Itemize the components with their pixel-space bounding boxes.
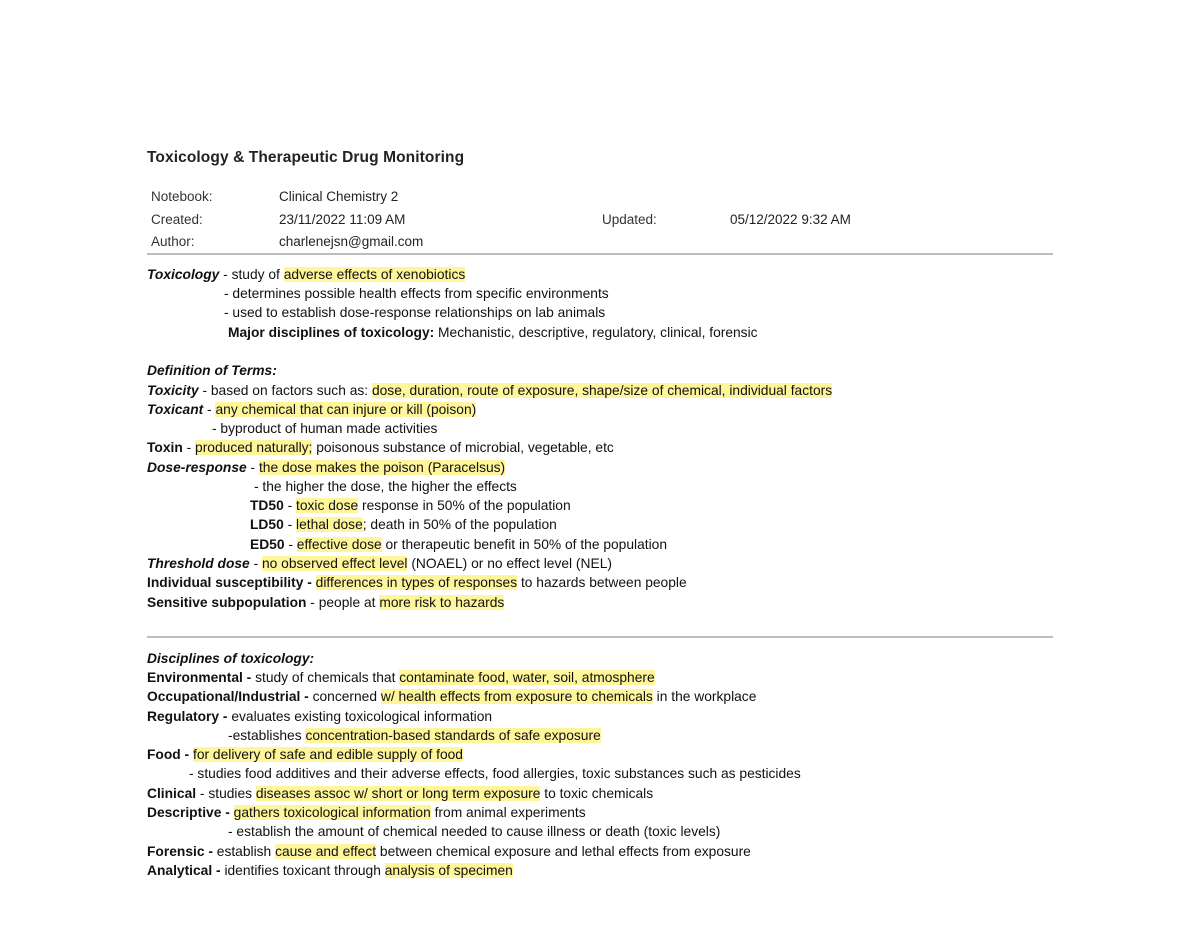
text: - study of: [219, 267, 284, 282]
highlight: the dose makes the poison (Paracelsus): [258, 460, 506, 475]
text-2: poisonous substance of microbial, vegetable, etc: [312, 440, 614, 455]
toxicology-line-3: - used to establish dose-response relationships on lab animals: [224, 305, 606, 320]
major-disciplines-label: Major disciplines of toxicology:: [228, 325, 435, 340]
food-line-2: - studies food additives and their adverse effects, food allergies, toxic substances such as pesticides: [189, 766, 801, 781]
toxicant-line-2: - byproduct of human made activities: [212, 421, 438, 436]
text: - studies: [196, 786, 256, 801]
term: Dose-response: [147, 460, 247, 475]
toxicology-line-2: - determines possible health effects from specific environments: [224, 286, 609, 301]
food-line: [147, 746, 463, 764]
highlight: lethal dose: [296, 517, 363, 532]
highlight: for delivery of safe and edible supply of food: [192, 747, 463, 762]
toxicity-line: [147, 382, 832, 400]
definition-heading: Definition of Terms:: [147, 363, 277, 378]
created-value: 23/11/2022 11:09 AM: [279, 212, 406, 227]
highlight: diseases assoc w/ short or long term exposure: [255, 786, 541, 801]
term: Toxin: [147, 440, 183, 455]
analytical-line: [147, 862, 513, 880]
text: concerned: [308, 689, 381, 704]
text: establish: [212, 844, 276, 859]
toxicant-line: [147, 401, 476, 419]
text: -: [203, 402, 216, 417]
term: Analytical -: [147, 863, 221, 878]
term: Regulatory -: [147, 709, 228, 724]
created-label: Created:: [151, 212, 203, 227]
term: Threshold dose: [147, 556, 250, 571]
text-2: from animal experiments: [430, 805, 586, 820]
term: Sensitive subpopulation: [147, 595, 307, 610]
term: Forensic -: [147, 844, 213, 859]
environmental-line: [147, 669, 655, 687]
highlight: concentration-based standards of safe exposure: [305, 728, 601, 743]
text: -: [284, 537, 297, 552]
regulatory-line-2: [228, 727, 601, 745]
text: -establishes: [228, 728, 306, 743]
text-2: response in 50% of the population: [358, 498, 571, 513]
individual-susceptibility-line: [147, 574, 687, 592]
text: -: [283, 498, 297, 513]
disciplines-heading: Disciplines of toxicology:: [147, 651, 315, 666]
text-2: to hazards between people: [517, 575, 687, 590]
author-value: charlenejsn@gmail.com: [279, 234, 424, 249]
toxicology-line: [147, 266, 465, 284]
regulatory-line: [147, 708, 492, 726]
highlight: adverse effects of xenobiotics: [283, 267, 466, 282]
ld50-line: [250, 516, 557, 534]
author-label: Author:: [151, 234, 195, 249]
highlight: contaminate food, water, soil, atmosphere: [399, 670, 655, 685]
td50-line: [250, 497, 571, 515]
updated-value: 05/12/2022 9:32 AM: [730, 212, 851, 227]
dose-response-line: [147, 459, 505, 477]
notebook-label: Notebook:: [151, 189, 213, 204]
highlight: differences in types of responses: [315, 575, 518, 590]
text: -: [283, 517, 297, 532]
text-2: to toxic chemicals: [540, 786, 654, 801]
highlight: gathers toxicological information: [233, 805, 431, 820]
notebook-value: Clinical Chemistry 2: [279, 189, 399, 204]
header-divider: [147, 253, 1053, 255]
updated-label: Updated:: [602, 212, 657, 227]
text: -: [249, 556, 262, 571]
sensitive-subpopulation-line: [147, 594, 504, 612]
major-disciplines-text: Mechanistic, descriptive, regulatory, clinical, forensic: [434, 325, 758, 340]
term: TD50: [250, 498, 284, 513]
highlight: produced naturally;: [195, 440, 313, 455]
clinical-line: [147, 785, 653, 803]
text: identifies toxicant through: [220, 863, 385, 878]
occupational-line: [147, 688, 756, 706]
section-divider: [147, 636, 1053, 638]
term: LD50: [250, 517, 284, 532]
text: - people at: [306, 595, 380, 610]
term: Toxicity: [147, 383, 199, 398]
highlight: more risk to hazards: [379, 595, 505, 610]
term: Toxicant: [147, 402, 204, 417]
text: -: [246, 460, 259, 475]
highlight: dose, duration, route of exposure, shape/size of chemical, individual factors: [371, 383, 833, 398]
text-2: between chemical exposure and lethal effects from exposure: [376, 844, 751, 859]
term: Food -: [147, 747, 190, 762]
text-2: (NOAEL) or no effect level (NEL): [407, 556, 612, 571]
term: Toxicology: [147, 267, 220, 282]
text-2: in the workplace: [652, 689, 757, 704]
term: ED50: [250, 537, 285, 552]
highlight: no observed effect level: [262, 556, 408, 571]
highlight: cause and effect: [275, 844, 377, 859]
text-2: ; death in 50% of the population: [362, 517, 557, 532]
term: Environmental -: [147, 670, 252, 685]
toxin-line: [147, 439, 614, 457]
term: Occupational/Industrial -: [147, 689, 309, 704]
major-disciplines-line: [228, 324, 758, 342]
highlight: analysis of specimen: [384, 863, 513, 878]
descriptive-line-2: - establish the amount of chemical needed to cause illness or death (toxic levels): [228, 824, 721, 839]
text-2: or therapeutic benefit in 50% of the population: [381, 537, 668, 552]
highlight: toxic dose: [296, 498, 359, 513]
highlight: any chemical that can injure or kill (poison): [215, 402, 477, 417]
ed50-line: [250, 536, 667, 554]
term: Clinical: [147, 786, 197, 801]
threshold-dose-line: [147, 555, 612, 573]
forensic-line: [147, 843, 751, 861]
note-title: Toxicology & Therapeutic Drug Monitoring: [147, 149, 465, 166]
descriptive-line: [147, 804, 586, 822]
dose-response-line-2: - the higher the dose, the higher the effects: [254, 479, 517, 494]
text: study of chemicals that: [251, 670, 400, 685]
text: evaluates existing toxicological information: [227, 709, 493, 724]
text: - based on factors such as:: [198, 383, 372, 398]
text: -: [182, 440, 196, 455]
term: Descriptive -: [147, 805, 230, 820]
highlight: w/ health effects from exposure to chemicals: [380, 689, 653, 704]
term: Individual susceptibility -: [147, 575, 312, 590]
highlight: effective dose: [296, 537, 382, 552]
